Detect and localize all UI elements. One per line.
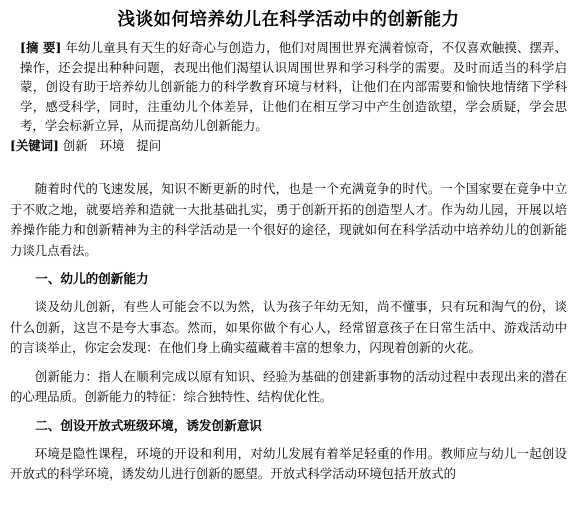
keyword-3: 提问	[136, 137, 162, 153]
section-heading-2: 二、创设开放式班级环境，诱发创新意识	[35, 417, 262, 433]
abstract-text: 年幼儿童具有天生的好奇心与创造力，他们对周围世界充满着惊奇，不仅喜欢触摸、摆弄、操作，还会提出种种问题，表现出他们渴望认识周围世界和学习科学的需要。及时而适当的科学启蒙，创设有助于培养幼儿创新能力的科学教育环境与材料，让他们在内部需要和愉快地情绪下学科学，感受科学，同时，注重幼儿个体差异，让他们在相互学习中产生创造欲望，学会质疑，学会思考，学会标新立异，从而提高幼儿创新能力。	[20, 40, 567, 133]
keyword-1: 创新	[62, 137, 88, 153]
intro-paragraph: 随着时代的飞速发展，知识不断更新的时代，也是一个充满竟争的时代。一个国家要在竟争中立于不败之地，就要培养和造就一大批基础扎实，勇于创新开拓的创造型人才。作为幼儿园，开展以培养操作能力和创新精神为主的科学活动是一个很好的途径，现就如何在科学活动中培养幼儿的创新能力谈几点看法。	[10, 181, 567, 258]
keyword-2: 环境	[99, 137, 125, 153]
section1-paragraph-1: 谈及幼儿创新，有些人可能会不以为然，认为孩子年幼无知，尚不懂事，只有玩和淘气的份，谈什么创新，这岂不是夸大事态。然而，如果你做个有心人，经常留意孩子在日常生活中、游戏活动中的言谈举止，你定会发现：在他们身上确实蕴藏着丰富的想象力，闪现着创新的火花。	[10, 299, 567, 355]
section2-paragraph-1: 环境是隐性课程，环境的开设和利用，对幼儿发展有着举足轻重的作用。教师应与幼儿一起创设开放式的科学环境，诱发幼儿进行创新的愿望。开放式科学活动环境包括开放式的	[10, 445, 567, 481]
section-spacer	[10, 155, 567, 179]
document-title: 浅谈如何培养幼儿在科学活动中的创新能力	[117, 10, 460, 30]
section-heading-1: 一、幼儿的创新能力	[35, 271, 149, 286]
keywords	[10, 136, 567, 156]
section1-paragraph-2: 创新能力：指人在顺利完成以原有知识、经验为基础的创建新事物的活动过程中表现出来的潜在的心理品质。创新能力的特征：综合独特性、结构优化性。	[10, 368, 567, 404]
abstract	[10, 38, 567, 136]
abstract-label: [摘 要]	[20, 40, 62, 55]
keywords-label: [关键词]	[10, 137, 59, 153]
